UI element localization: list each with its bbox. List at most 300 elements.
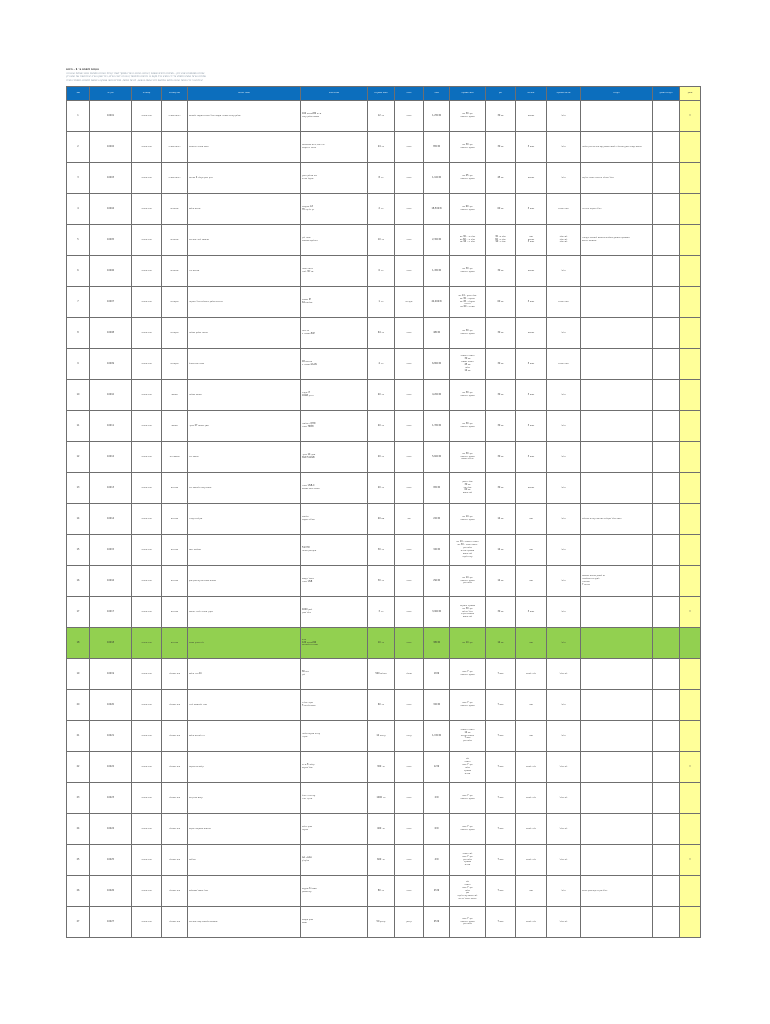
row-number: 14 [67,504,90,535]
row-time: 14 יום [486,504,516,535]
header-number: מס׳ [67,87,90,101]
row-mark [680,876,701,907]
row-bidder-remarks[interactable] [653,535,680,566]
row-quantity: 64 יח׳ [368,318,395,349]
row-time: 7 ימים [486,845,516,876]
row-category: ציוד משרדי [132,349,162,380]
row-supply: אספקה והתקנה תוך 30 יום כולל כבלים ותושבת תקרה לפי תיאום [450,597,486,628]
row-bidder-remarks[interactable] [653,876,680,907]
row-spec: קלסר 8 ס״מ שלל צבעים [301,752,368,783]
row-unit: יחידה [395,349,424,380]
row-code: 10020 [90,690,132,721]
row-code: 10012 [90,442,132,473]
row-price: 320 ₪ [424,690,450,721]
row-subcategory: ריהוט משרדי [162,163,188,194]
row-service: כלול [547,566,581,597]
row-mark [680,659,701,690]
row-warranty: שנה שנתיים 3 שנים [516,225,547,256]
header-quantity: כמות משוערת [368,87,395,101]
row-description: מקלדת ועכבר [188,504,301,535]
row-warranty: שנה [516,566,547,597]
row-supply: תוך 30 יום ממועד ההזמנה [450,256,486,287]
row-spec: ערכת צבעים מלאה מקורי [301,721,368,752]
row-spec: שחור לבן דופלקס אוטומטי [301,225,368,256]
row-time: 14 יום [486,628,516,659]
row-mark [680,535,701,566]
row-spec: צבעונית A3 35 דף לדקה [301,194,368,225]
row-description: קלסרים ותיקיות [188,752,301,783]
row-category: ציוד משרדי [132,597,162,628]
row-supply: הזמנה ראשונה 14 יום הזמנות חוזרות 7 ימים מלאי זמין [450,721,486,752]
row-bidder-remarks[interactable] [653,628,680,659]
row-description: מדפסת לייזר משרדית [188,225,301,256]
row-time: 7 ימים [486,721,516,752]
row-supply: שלב א׳ - 30 יום שלב ב׳ - 60 יום שלב ג׳ - 90 יום [450,225,486,256]
row-category: ציוד משרדי [132,907,162,938]
row-bidder-remarks[interactable] [653,504,680,535]
row-service: כלול [547,442,581,473]
row-subcategory: מכשירים [162,256,188,287]
row-quantity: 1 יח׳ [368,287,395,318]
header-description: תיאור הפריט [188,87,301,101]
row-mark [680,163,701,194]
row-warranty: 3 שנים [516,597,547,628]
row-unit: יחידה [395,318,424,349]
row-description: לוח מחיק מגנטי [188,628,301,659]
row-time: שלב א׳ 30 שלב ב׳ 60 שלב ג׳ 90 [486,225,516,256]
row-spec: 48 פורטים תמיכה ב-VLAN [301,349,368,380]
row-quantity: 6 יח׳ [368,256,395,287]
row-time: 7 ימים [486,690,516,721]
row-service: כלול [547,628,581,659]
row-bidder-remarks[interactable] [653,845,680,876]
row-mark: V [680,845,701,876]
row-warranty: 3 שנים [516,194,547,225]
row-quantity: 1000 יח׳ [368,783,395,814]
row-subcategory: ציוד מתכלה [162,721,188,752]
row-description: אוזניות משרדיות עם מיקרופון [188,566,301,597]
row-remarks [581,442,653,473]
row-description: מסך מחשב 27 אינץ׳ [188,411,301,442]
row-warranty: שנה [516,628,547,659]
row-number: 1 [67,101,90,132]
row-bidder-remarks[interactable] [653,194,680,225]
row-price: 6 ₪ [424,814,450,845]
row-service: כלול [547,876,581,907]
row-subcategory: ריהוט משרדי [162,132,188,163]
row-price: 950 ₪ [424,473,450,504]
row-time: 30 יום [486,473,516,504]
row-warranty: שנה [516,504,547,535]
row-bidder-remarks[interactable] [653,101,680,132]
row-subcategory: תקשורת [162,349,188,380]
row-remarks [581,101,653,132]
row-subcategory: אביזרים [162,473,188,504]
row-warranty: שנה [516,876,547,907]
row-price: 1,450 ₪ [424,256,450,287]
row-quantity: 40 סט [368,504,395,535]
row-time: 7 ימים [486,752,516,783]
row-supply: תוך 7 ימים ממועד ההזמנה מלאי זמין [450,907,486,938]
row-quantity: 10 יח׳ [368,628,395,659]
row-category: ציוד משרדי [132,783,162,814]
row-time: 14 יום [486,535,516,566]
table-row [67,349,701,380]
row-code: 10004 [90,194,132,225]
table-row [67,566,701,597]
row-mark [680,907,701,938]
row-code: 10007 [90,287,132,318]
row-unit: יחידה [395,442,424,473]
row-spec: צג גרפי תמיכה ב-PoE [301,318,368,349]
row-time: 7 ימים [486,783,516,814]
row-number: 7 [67,287,90,318]
row-code: 10022 [90,752,132,783]
row-subcategory: מכשירים [162,225,188,256]
row-time: 7 ימים [486,814,516,845]
row-bidder-remarks[interactable] [653,380,680,411]
row-remarks [581,721,653,752]
row-category: ציוד משרדי [132,287,162,318]
row-supply: תוך 30 יום ממועד ההזמנה [450,380,486,411]
row-number: 3 [67,163,90,194]
header-supply: תנאי אספקה [450,87,486,101]
row-remarks [581,814,653,845]
row-spec: ביטול רעשים חיבור USB [301,566,368,597]
row-service: לא כלול [547,752,581,783]
row-price: 18 ₪ [424,659,450,690]
row-remarks [581,318,653,349]
row-remarks [581,690,653,721]
row-subcategory: ציוד מתכלה [162,876,188,907]
row-code: 10021 [90,721,132,752]
row-description: דפדפות ופתקים דביקים [188,814,301,845]
row-bidder-remarks[interactable] [653,690,680,721]
row-unit: מערכת [395,287,424,318]
row-warranty: לא רלוונטי [516,783,547,814]
table-row [67,256,701,287]
row-spec: AA ו-AAA אלקליין [301,845,368,876]
row-spec: מקורי בלבד תואם לפריט 5 [301,690,368,721]
header-spec: מפרט טכני [301,87,368,101]
row-description: תחנת עגינה למחשב נייד [188,473,301,504]
row-bidder-remarks[interactable] [653,318,680,349]
row-bidder-remarks[interactable] [653,411,680,442]
row-description: שולחן עבודה משרדי מעוצב כולל מגירות ומעמד למחשב [188,101,301,132]
table-row [67,876,701,907]
row-remarks [581,628,653,659]
header-category: קטגוריה [132,87,162,101]
row-service: חוזה שירות [547,287,581,318]
row-spec: מידות 160x80 ס״מ משטח מלמין עמיד [301,101,368,132]
row-bidder-remarks[interactable] [653,132,680,163]
row-quantity: 30 יח׳ [368,535,395,566]
row-category: ציוד משרדי [132,194,162,225]
table-row [67,845,701,876]
row-remarks: הכיסא יעמוד בתקן ישראלי רלוונטי ויסופק עם אחריות יצרן מלאה [581,132,653,163]
row-remarks: יש לספק אוזניות תואמות למערכת הטלפוניה שנבחרה בפריט 7 [581,566,653,597]
row-number: 4 [67,194,90,225]
row-number: 20 [67,690,90,721]
row-supply: לפי הזמנה תוך 7 ימים מלאי זמין אספקה מיידית [450,845,486,876]
row-service: כלול [547,597,581,628]
row-supply: תוך 7 ימים ממועד ההזמנה [450,659,486,690]
row-warranty: שנתיים [516,318,547,349]
row-remarks [581,349,653,380]
row-bidder-remarks[interactable] [653,721,680,752]
row-category: ציוד משרדי [132,318,162,349]
row-category: ציוד משרדי [132,752,162,783]
row-service: כלול [547,101,581,132]
row-price: 850 ₪ [424,132,450,163]
row-description: מתג רשת מנוהל [188,349,301,380]
row-quantity: 3 יח׳ [368,597,395,628]
row-time: 7 ימים [486,659,516,690]
table-body [67,101,701,938]
table-row [67,783,701,814]
row-code: 10027 [90,907,132,938]
row-unit: יחידה [395,566,424,597]
table-row [67,690,701,721]
row-time: 30 יום [486,318,516,349]
row-subcategory: מחשוב נייד [162,442,188,473]
row-price: 3,900 ₪ [424,597,450,628]
row-price: 380 ₪ [424,628,450,659]
row-code: 10026 [90,876,132,907]
row-bidder-remarks[interactable] [653,907,680,938]
row-bidder-remarks[interactable] [653,442,680,473]
row-remarks: האספקה תתבצע בשלבים בהתאם לתוכנית העבודה שתאושר מראש [581,225,653,256]
row-supply: שלב ראשון 30 יום שלב שני 60 יום לפי תיאום [450,473,486,504]
row-mark [680,318,701,349]
row-description: מחשב נייד [188,442,301,473]
row-spec: רזולוציה QHD חיבור HDMI [301,411,368,442]
row-subcategory: מכשירים [162,194,188,225]
row-mark [680,473,701,504]
row-unit: יחידה [395,411,424,442]
row-service: כלול [547,504,581,535]
row-quantity: 10 יח׳ [368,225,395,256]
row-spec: Full HD מיקרופון מובנה [301,535,368,566]
row-category: ציוד משרדי [132,814,162,845]
row-bidder-remarks[interactable] [653,287,680,318]
row-mark: V [680,597,701,628]
row-quantity: 20 יח׳ [368,442,395,473]
table-row [67,721,701,752]
row-price: 1,350 ₪ [424,411,450,442]
notes-title: הערות לנספח ט׳ 1 - פירוט [66,68,99,71]
row-number: 27 [67,907,90,938]
row-remarks [581,659,653,690]
row-code: 10013 [90,473,132,504]
header-unit: יחידה [395,87,424,101]
row-bidder-remarks[interactable] [653,752,680,783]
row-bidder-remarks[interactable] [653,163,680,194]
row-subcategory: אביזרים [162,566,188,597]
row-bidder-remarks[interactable] [653,814,680,845]
row-category: ציוד משרדי [132,225,162,256]
row-subcategory: מחשוב [162,380,188,411]
row-spec: 4000 לומן כולל מסך [301,597,368,628]
row-time: 7 ימים [486,907,516,938]
row-time: 30 יום [486,349,516,380]
row-bidder-remarks[interactable] [653,566,680,597]
row-mark [680,256,701,287]
row-bidder-remarks[interactable] [653,783,680,814]
row-warranty: לא רלוונטי [516,752,547,783]
row-code: 10003 [90,163,132,194]
row-warranty: 3 שנים [516,411,547,442]
row-number: 23 [67,783,90,814]
row-spec: פח מגולוון צבוע מנעול מרכזי [301,163,368,194]
row-service: כלול [547,163,581,194]
row-time: 14 יום [486,566,516,597]
row-category: ציוד משרדי [132,473,162,504]
row-bidder-remarks[interactable] [653,597,680,628]
row-description: נייר צילום A4 [188,659,301,690]
row-category: ציוד משרדי [132,876,162,907]
row-mark: V [680,101,701,132]
row-unit: יחידה [395,783,424,814]
row-warranty: 3 שנים [516,442,547,473]
row-number: 18 [67,628,90,659]
row-warranty: 3 שנים [516,287,547,318]
table-row [67,752,701,783]
row-mark [680,194,701,225]
row-code: 10006 [90,256,132,287]
row-quantity: 12 יח׳ [368,101,395,132]
header-service: שירות ותחזוקה [547,87,581,101]
table-row [67,504,701,535]
row-category: ציוד משרדי [132,628,162,659]
row-unit: יחידה [395,597,424,628]
notes-line-3: יש לוודא כי כל השדות החובה מולאו במלואם לפני הגשת ההצעה, לרבות כמויות, מחירים ותנאי אספקה בהתאם למפורט במסמכי המכרז [66,78,203,82]
row-remarks: כולל הובלה והרכבה באתר הלקוח [581,163,653,194]
row-category: ציוד משרדי [132,163,162,194]
row-unit: יחידה [395,256,424,287]
row-service: כלול [547,535,581,566]
row-mark [680,349,701,380]
row-subcategory: אביזרים [162,504,188,535]
row-category: ציוד משרדי [132,535,162,566]
row-category: ציוד משרדי [132,721,162,752]
row-warranty: 3 שנים [516,132,547,163]
row-time: 30 יום [486,256,516,287]
row-warranty: לא רלוונטי [516,659,547,690]
row-quantity: 24 יח׳ [368,132,395,163]
row-supply: תוך 45 יום ממועד ההזמנה [450,163,486,194]
row-unit: ערכה [395,721,424,752]
row-warranty: שנתיים [516,163,547,194]
table-row [67,163,701,194]
row-subcategory: תקשורת [162,287,188,318]
row-supply: לפי הזמנה תוך 7 ימים מלאי אספקה מיידית [450,752,486,783]
row-code: 10018 [90,628,132,659]
row-number: 8 [67,318,90,349]
row-supply: תוך 14 יום ממועד ההזמנה [450,504,486,535]
row-quantity: 40 יח׳ [368,380,395,411]
row-number: 13 [67,473,90,504]
row-price: 4 ₪ [424,845,450,876]
row-supply: תוך 7 ימים ממועד ההזמנה [450,783,486,814]
row-subcategory: ציוד מתכלה [162,907,188,938]
table-row [67,907,701,938]
row-service: כלול [547,132,581,163]
row-category: ציוד משרדי [132,442,162,473]
row-bidder-remarks[interactable] [653,473,680,504]
row-description: עטים ומרקרים [188,783,301,814]
row-service: כלול [547,318,581,349]
row-code: 10014 [90,504,132,535]
row-time: 30 יום [486,101,516,132]
table-row [67,597,701,628]
row-subcategory: אביזרים [162,535,188,566]
row-supply: תוך 30 יום ממועד ההזמנה [450,132,486,163]
row-unit: יחידה [395,225,424,256]
notes-line-1: שורות המסומנות בצבע ירוק - מציינות פריטים שנוספו / עודכנו בגרסה זו של המסמך לאחר קבלת הערות המציעים בסבב שאלות ההבהרה [66,71,205,75]
row-code: 10005 [90,225,132,256]
row-supply: תוך 14 יום [450,628,486,659]
row-spec: 80 גרם לבן [301,659,368,690]
row-description: מצלמת רשת [188,535,301,566]
row-mark [680,380,701,411]
row-quantity: 20 יח׳ [368,473,395,504]
row-remarks: כולל מגן ברקים ונתיך פנימי [581,876,653,907]
row-warranty: לא רלוונטי [516,845,547,876]
row-warranty: שנתיים [516,101,547,132]
row-service: כלול [547,473,581,504]
row-mark [680,628,701,659]
row-code: 10001 [90,101,132,132]
row-price: 1,150 ₪ [424,721,450,752]
row-subcategory: ציוד מתכלה [162,845,188,876]
row-unit: יחידה [395,628,424,659]
table-row [67,380,701,411]
row-bidder-remarks[interactable] [653,659,680,690]
row-price: 6,800 ₪ [424,349,450,380]
row-price: 5,600 ₪ [424,442,450,473]
row-quantity: 40 יח׳ [368,411,395,442]
table-row [67,411,701,442]
row-mark [680,225,701,256]
row-remarks [581,535,653,566]
row-time: 30 יום [486,597,516,628]
row-price: 2 ₪ [424,783,450,814]
row-description: טונר למדפסת לייזר [188,690,301,721]
row-bidder-remarks[interactable] [653,225,680,256]
row-description: סוללות [188,845,301,876]
row-price: 2,300 ₪ [424,225,450,256]
row-service: לא כלול [547,814,581,845]
row-unit: חבילה [395,659,424,690]
row-quantity: 30 יח׳ [368,566,395,597]
row-subcategory: ריהוט משרדי [162,101,188,132]
row-description: מקרן משרדי לחדר ישיבות [188,597,301,628]
row-quantity: 12 ערכות [368,721,395,752]
row-warranty: 5 שנים [516,349,547,380]
row-bidder-remarks[interactable] [653,349,680,380]
row-description: מחשב שולחני [188,380,301,411]
row-unit: יחידה [395,814,424,845]
row-bidder-remarks[interactable] [653,256,680,287]
row-subcategory: ציוד מתכלה [162,814,188,845]
row-supply: תוך 30 יום ממועד ההזמנה [450,318,486,349]
row-spec: אלחוטי סוללה נטענת [301,504,368,535]
row-spec: גב רשת, ידיות מתכווננות בוכנה גז תקנית [301,132,368,163]
row-code: 10008 [90,318,132,349]
row-code: 10025 [90,845,132,876]
row-remarks [581,845,653,876]
